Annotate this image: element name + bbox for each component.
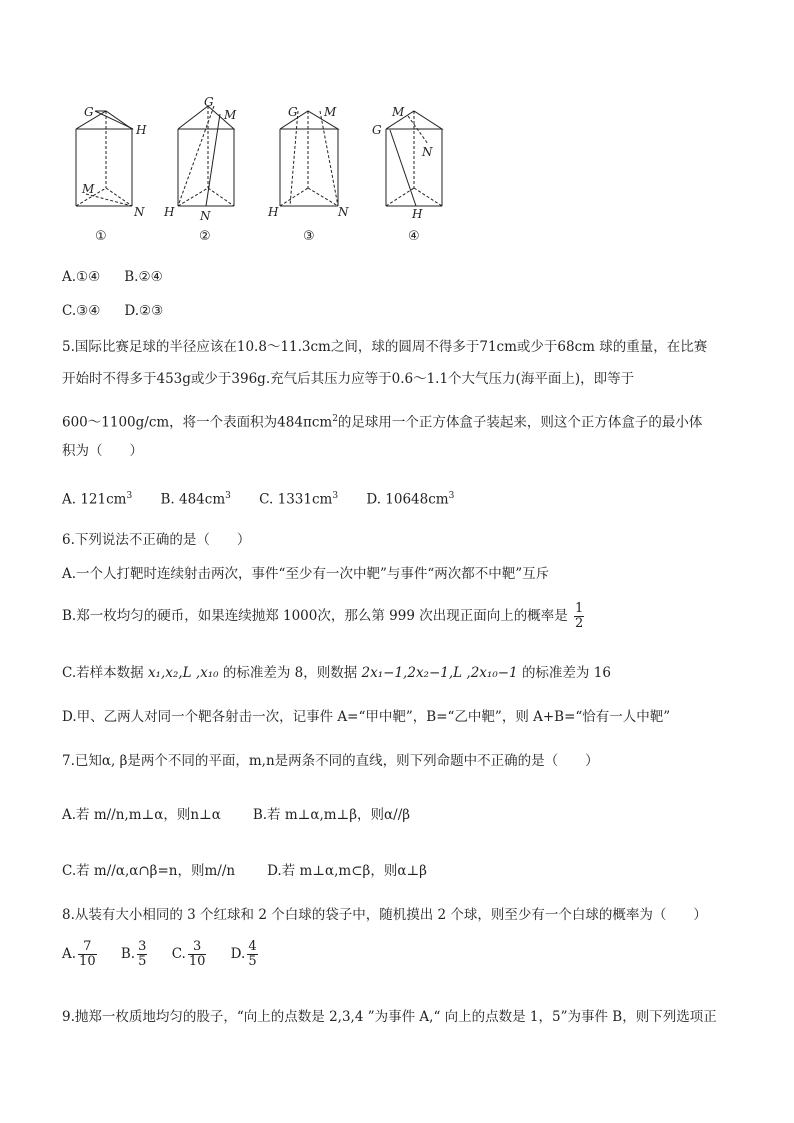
- q5-option-d: D. 10648cm: [366, 491, 449, 508]
- prism-figures: [62, 92, 462, 252]
- q5-option-a: A. 121cm: [62, 491, 127, 508]
- q8-option-d-fraction: [247, 940, 257, 969]
- q5-line2: 开始时不得多于453g或少于396g.充气后其压力应等于0.6～1.1个大气压力(海平面上)，即等于: [62, 371, 635, 387]
- fig3-label-n: N: [338, 205, 349, 219]
- fig2-label-h: H: [164, 205, 175, 219]
- q5-line4: 积为（ ）: [62, 443, 143, 459]
- q7-option-a: A.若 m//n,m⊥α，则n⊥α: [62, 807, 221, 823]
- q8-c-numerator: 3: [188, 940, 207, 955]
- q5-line3-b: 的足球用一个正方体盒子装起来，则这个正方体盒子的最小体: [337, 414, 703, 431]
- q8-option-b-label: B.: [120, 946, 136, 962]
- q9-stem: 9.抛郑一枚质地均匀的股子，“向上的点数是 2,3,4 ”为事件 A,“ 向上的点数是 1，5”为事件 B，则下列选项正: [62, 1009, 717, 1025]
- q6-b-denominator: 2: [575, 616, 584, 631]
- fig2-number: ②: [199, 229, 211, 244]
- q5-option-c-exp: 3: [332, 491, 339, 501]
- q8-option-d-label: D.: [230, 946, 246, 962]
- fig2-label-n: N: [200, 209, 211, 223]
- prism-figures-svg: [62, 92, 462, 252]
- q5-line3-exp: 2: [332, 414, 338, 424]
- q6-option-c-mid: 的标准差为 8，则数据: [222, 665, 358, 681]
- q8-c-denominator: 10: [188, 954, 206, 969]
- q5-line3-a: 600～1100g/cm，将一个表面积为484πcm: [62, 414, 333, 431]
- q7-option-c: C.若 m//α,α∩β=n，则m//n: [62, 863, 236, 879]
- q5-option-b-exp: 3: [225, 491, 231, 501]
- fig3-label-m: M: [324, 105, 337, 119]
- q5-option-d-exp: 3: [448, 491, 455, 501]
- q6-option-b-fraction: [574, 602, 584, 631]
- q5-option-b: B. 484cm: [160, 491, 226, 508]
- q6-stem: 6.下列说法不正确的是（ ）: [62, 532, 251, 548]
- fig4-label-g: G: [372, 123, 382, 137]
- q8-option-a-label: A.: [62, 946, 77, 962]
- prism-figure-3: [280, 111, 338, 206]
- q4-options-row2: [62, 302, 187, 320]
- q4-option-c: C.③④: [62, 303, 101, 319]
- q8-b-numerator: 3: [138, 939, 147, 954]
- q8-option-b-fraction: [137, 940, 147, 969]
- fig4-label-h: H: [412, 207, 423, 221]
- q4-options-row1: [62, 268, 187, 286]
- q8-a-numerator: 7: [78, 940, 97, 955]
- fig2-label-m: M: [224, 108, 237, 122]
- q8-stem: 8.从装有大小相同的 3 个红球和 2 个白球的袋子中，随机摸出 2 个球，则至少有一个白球的概率为（ ）: [62, 907, 707, 923]
- q8-option-a-fraction: [78, 940, 97, 969]
- fig4-label-n: N: [422, 145, 433, 159]
- q6-option-c-data: x₁,x₂,L ,x₁₀: [147, 665, 219, 681]
- q6-option-c: [62, 664, 611, 682]
- q6-option-c-post: 的标准差为 16: [521, 665, 611, 681]
- q8-d-denominator: 5: [248, 954, 257, 969]
- q8-options: [62, 940, 284, 969]
- prism-figure-4: [386, 111, 442, 206]
- fig1-number: ①: [95, 229, 107, 244]
- q6-option-b: [62, 602, 586, 631]
- q5-option-a-exp: 3: [126, 491, 133, 501]
- fig3-label-h: H: [268, 205, 279, 219]
- q6-b-numerator: 1: [575, 601, 584, 616]
- fig3-number: ③: [303, 229, 315, 244]
- q7-stem: 7.已知α, β是两个不同的平面，m,n是两条不同的直线，则下列命题中不正确的是（ ）: [62, 753, 599, 769]
- fig4-number: ④: [408, 229, 420, 244]
- fig1-label-m: M: [82, 182, 95, 196]
- q5-option-c: C. 1331cm: [259, 491, 333, 508]
- q8-a-denominator: 10: [79, 954, 96, 969]
- q6-option-a: A.一个人打靶时连续射击两次，事件“至少有一次中靶”与事件“两次都不中靶”互斥: [62, 566, 550, 582]
- q8-d-numerator: 4: [248, 939, 257, 954]
- q4-option-a: A.①④: [62, 269, 101, 285]
- q4-option-b: B.②④: [124, 269, 163, 285]
- fig1-label-h: H: [136, 123, 147, 137]
- q7-option-b: B.若 m⊥α,m⊥β，则α//β: [252, 807, 411, 823]
- fig2-label-g: G: [204, 95, 214, 109]
- q5-line1: 5.国际比赛足球的半径应该在10.8～11.3cm之间，球的圆周不得多于71cm或少于68cm 球的重量，在比赛: [62, 339, 708, 355]
- q6-option-b-text: B.郑一枚均匀的硬币，如果连续抛郑 1000次，那么第 999 次出现正面向上的概率是: [62, 608, 568, 624]
- q5-line3: [62, 410, 702, 432]
- q4-option-d: D.②③: [124, 303, 164, 319]
- fig1-label-n: N: [134, 205, 145, 219]
- q6-option-c-data2: 2x₁−1,2x₂−1,L ,2x₁₀−1: [361, 665, 518, 681]
- fig3-label-g: G: [288, 105, 298, 119]
- q8-option-c-fraction: [188, 940, 207, 969]
- q8-option-c-label: C.: [171, 946, 186, 962]
- q6-option-c-pre: C.若样本数据: [62, 665, 144, 681]
- q5-options: [62, 487, 478, 509]
- q6-option-d: D.甲、乙两人对同一个靶各射击一次，记事件 A=“甲中靶”，B=“乙中靶”，则 A+B=“恰有一人中靶”: [62, 709, 671, 725]
- q7-options-row1: [62, 806, 434, 824]
- q8-b-denominator: 5: [138, 954, 147, 969]
- fig1-label-g: G: [84, 105, 94, 119]
- fig4-label-m: M: [392, 105, 405, 119]
- q7-options-row2: [62, 862, 451, 880]
- q7-option-d: D.若 m⊥α,m⊂β，则α⊥β: [267, 863, 427, 879]
